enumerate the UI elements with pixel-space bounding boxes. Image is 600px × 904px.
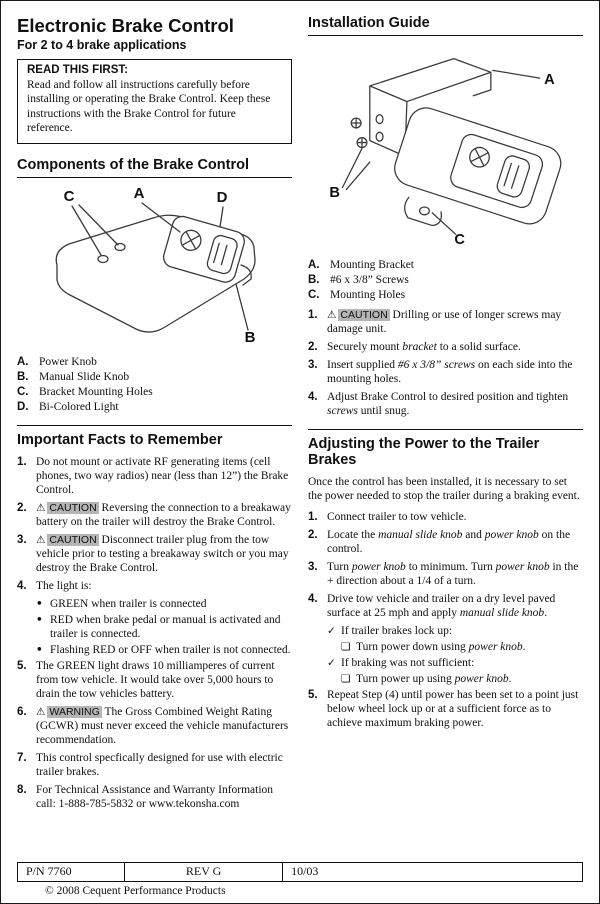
- italic-text: power knob: [468, 640, 523, 653]
- text-run: on each side into the mounting holes.: [327, 359, 573, 386]
- text-run: Turn: [327, 560, 352, 573]
- install-diagram: [308, 43, 583, 253]
- text-run: Mounting Bracket: [330, 259, 414, 271]
- brake-control-illustration: [17, 185, 289, 345]
- warning-triangle-icon: ⚠: [327, 309, 337, 322]
- highlight-badge: WARNING: [49, 705, 100, 718]
- italic-text: power knob: [484, 528, 539, 541]
- item-number: 1.: [17, 455, 27, 468]
- item-number: 4.: [308, 391, 318, 404]
- bullet-marker: ❑: [341, 640, 351, 653]
- list-item: [17, 659, 292, 701]
- item-text: [327, 340, 583, 354]
- item-text: [330, 273, 583, 287]
- right-column: [308, 15, 583, 851]
- text-run: Turn power up using: [356, 672, 455, 685]
- text-run: Repeat Step (4) until power has been set to a point just below wheel lock up or at a sufficient force as to achieve maximum braking power.: [327, 688, 579, 729]
- list-item: [308, 340, 583, 354]
- facts-list: [17, 455, 292, 811]
- list-item: [17, 533, 292, 575]
- item-text: [356, 672, 583, 686]
- bracket-and-unit-drawing: [342, 59, 565, 235]
- list-item: [17, 385, 292, 399]
- callout-letter-a: A: [544, 72, 555, 88]
- read-first-heading: READ THIS FIRST:: [27, 64, 128, 76]
- item-number: 7.: [17, 751, 27, 764]
- list-item: [17, 783, 292, 811]
- power-steps: [308, 510, 583, 730]
- bullet-marker: •: [36, 597, 43, 610]
- list-item: [341, 640, 583, 654]
- read-this-first-box: [17, 59, 292, 144]
- text-run: Disconnect trailer plug from the tow vehicle prior to testing a breakaway switch or you may destroy the Brake Control.: [36, 533, 289, 574]
- list-item: [17, 355, 292, 369]
- text-run: For Technical Assistance and Warranty Information call: 1-888-785-5832 or www.tekonsha.com: [36, 783, 274, 810]
- highlight-badge: CAUTION: [340, 309, 388, 322]
- list-item: [308, 258, 583, 272]
- item-number: 2.: [308, 341, 318, 354]
- list-item: [17, 400, 292, 414]
- power-heading: [308, 429, 583, 468]
- item-text: [36, 751, 292, 779]
- text-run: The GREEN light draws 10 milliamperes of current from tow vehicle. It would take over 5,000 hours to drain the tow vehicles battery.: [36, 659, 275, 700]
- item-number: 1.: [308, 510, 318, 523]
- item-text: [50, 597, 292, 611]
- item-number: 6.: [17, 705, 27, 718]
- copyright-line: © 2008 Cequent Performance Products: [45, 885, 226, 897]
- text-run: to minimum. Turn: [405, 560, 496, 573]
- item-number: 2.: [308, 528, 318, 541]
- item-text: [330, 258, 583, 272]
- bullet-marker: •: [36, 613, 43, 626]
- item-text: [356, 640, 583, 654]
- highlight-badge: CAUTION: [49, 501, 97, 514]
- brake-unit-drawing: [56, 203, 255, 332]
- list-item: [36, 597, 292, 611]
- item-number: C.: [308, 289, 320, 302]
- item-number: 2.: [17, 501, 27, 514]
- text-run: RED when brake pedal or manual is activated and trailer is connected.: [50, 613, 281, 640]
- text-run: .: [544, 606, 548, 619]
- leader-line: [346, 162, 369, 189]
- text-run: Reversing the connection to a breakaway battery on the trailer will destroy the Brake Control.: [36, 501, 291, 528]
- page-subtitle: For 2 to 4 brake applications: [17, 38, 187, 52]
- item-number: 1.: [308, 309, 318, 322]
- item-text: [39, 370, 292, 384]
- list-item: [308, 688, 583, 730]
- footer-table: [17, 862, 583, 882]
- italic-text: bracket: [402, 341, 437, 354]
- item-text: [39, 355, 292, 369]
- item-text: [36, 455, 292, 497]
- components-heading: Components of the Brake Control: [17, 157, 292, 178]
- text-run: .: [522, 640, 526, 653]
- text-run: GREEN when trailer is connected: [50, 597, 207, 610]
- callout-letter-d: D: [216, 188, 228, 206]
- install-legend: [308, 258, 583, 302]
- text-run: to a solid surface.: [436, 341, 521, 354]
- text-run: Do not mount or activate RF generating items (cell phones, two way radios) near (less than 12”) the Brake Control.: [36, 455, 289, 496]
- facts-heading: Important Facts to Remember: [17, 425, 292, 448]
- italic-text: screws: [327, 405, 358, 418]
- item-number: 3.: [308, 560, 318, 573]
- installation-illustration: [308, 43, 580, 248]
- item-number: 5.: [17, 659, 27, 672]
- item-text: [39, 385, 292, 399]
- item-text: [341, 624, 583, 638]
- list-item: [308, 273, 583, 287]
- list-item: [17, 370, 292, 384]
- list-item: [308, 358, 583, 386]
- list-item: [308, 560, 583, 588]
- list-item: [17, 579, 292, 593]
- callout-letter-a: A: [133, 184, 145, 202]
- item-number: 4.: [17, 579, 27, 592]
- item-text: [50, 643, 292, 657]
- text-run: Drive tow vehicle and trailer on a dry level paved surface at 25 mph and apply: [327, 592, 556, 619]
- text-run: and: [462, 528, 485, 541]
- text-run: Securely mount: [327, 341, 403, 354]
- item-number: 5.: [308, 688, 318, 701]
- text-run: Manual Slide Knob: [39, 370, 130, 383]
- text-run: Locate the: [327, 528, 379, 541]
- item-number: B.: [17, 370, 29, 383]
- mounting-tab: [405, 197, 442, 225]
- highlight-badge: CAUTION: [49, 533, 97, 546]
- leader-line: [493, 70, 540, 78]
- list-item: [308, 510, 583, 524]
- text-run: Bi-Colored Light: [39, 400, 119, 413]
- text-run: .: [508, 672, 512, 685]
- item-text: [36, 501, 292, 529]
- part-number: P/N 7760: [18, 863, 125, 881]
- install-steps: [308, 308, 583, 418]
- item-number: B.: [308, 274, 320, 287]
- leader-line: [220, 207, 223, 227]
- date: 10/03: [291, 864, 319, 878]
- callout-letter-c: C: [63, 187, 75, 205]
- power-intro: Once the control has been installed, it is necessary to set the power needed to stop the trailer during a braking event.: [308, 476, 580, 503]
- item-text: [327, 390, 583, 418]
- text-run: Bracket Mounting Holes: [39, 385, 153, 398]
- text-run: in the + direction about a 1/4 of a turn.: [327, 560, 579, 587]
- text-run: Adjust Brake Control to desired position and tighten: [327, 391, 569, 404]
- list-item: [36, 643, 292, 657]
- list-item: [308, 288, 583, 302]
- item-text: [327, 528, 583, 556]
- list-item: [36, 613, 292, 641]
- install-heading: Installation Guide: [308, 15, 583, 36]
- text-run: until snug.: [357, 405, 410, 418]
- list-item: [17, 455, 292, 497]
- text-run: Insert supplied: [327, 359, 398, 372]
- item-text: [327, 358, 583, 386]
- item-text: [341, 656, 583, 670]
- text-run: If braking was not sufficient:: [341, 656, 475, 669]
- text-run: The light is:: [36, 579, 92, 592]
- italic-text: power knob: [495, 560, 550, 573]
- item-number: A.: [17, 355, 29, 368]
- item-text: [327, 688, 583, 730]
- two-column-layout: [17, 15, 583, 851]
- item-text: [36, 659, 292, 701]
- item-number: C.: [17, 385, 29, 398]
- bullet-marker: ✓: [327, 624, 336, 637]
- item-text: [36, 579, 292, 593]
- item-number: A.: [308, 259, 320, 271]
- italic-text: power knob: [351, 560, 406, 573]
- leader-line: [236, 284, 248, 330]
- item-text: [39, 400, 292, 414]
- italic-text: manual slide knob: [378, 528, 463, 541]
- list-item: [308, 528, 583, 556]
- bullet-marker: ✓: [327, 656, 336, 669]
- italic-text: manual slide knob: [459, 606, 545, 619]
- item-text: [327, 560, 583, 588]
- item-text: [36, 533, 292, 575]
- item-number: 4.: [308, 592, 318, 605]
- text-run: The Gross Combined Weight Rating (GCWR) must never exceed the vehicle manufacturers recommendation.: [36, 705, 289, 746]
- callout-letter-c: C: [454, 232, 465, 248]
- power-heading-text: Adjusting the Power to the Trailer Brakes: [308, 436, 540, 469]
- item-number: 3.: [17, 533, 27, 546]
- text-run: Flashing RED or OFF when trailer is not connected.: [50, 643, 291, 656]
- page-footer: [17, 862, 583, 897]
- list-item: [17, 705, 292, 747]
- components-diagram: [17, 185, 292, 350]
- item-text: [327, 510, 583, 524]
- list-item: [341, 672, 583, 686]
- text-run: This control specfically designed for use with electric trailer brakes.: [36, 751, 283, 778]
- callout-letter-b: B: [244, 328, 256, 345]
- left-column: [17, 15, 292, 851]
- item-number: 3.: [308, 359, 318, 372]
- leader-line: [342, 148, 362, 187]
- text-run: on the control.: [327, 528, 571, 555]
- item-text: [330, 288, 583, 302]
- bullet-marker: •: [36, 643, 43, 656]
- callout-letter-b: B: [329, 185, 340, 202]
- warning-triangle-icon: ⚠: [36, 501, 46, 514]
- item-number: 8.: [17, 783, 27, 796]
- read-first-body: Read and follow all instructions carefully before installing or operating the Brake Control. Keep these instructions with the Brake Control for future reference.: [27, 79, 271, 135]
- text-run: Turn power down using: [356, 640, 469, 653]
- italic-text: power knob: [454, 672, 509, 685]
- warning-triangle-icon: ⚠: [36, 533, 46, 546]
- item-text: [327, 308, 583, 336]
- item-text: [36, 783, 292, 811]
- item-text: [36, 705, 292, 747]
- list-item: [308, 308, 583, 336]
- list-item: [327, 656, 583, 670]
- item-text: [327, 592, 583, 620]
- components-legend: [17, 355, 292, 414]
- text-run: If trailer brakes lock up:: [341, 624, 453, 637]
- list-item: [17, 501, 292, 529]
- text-run: Connect trailer to tow vehicle.: [327, 510, 467, 523]
- list-item: [308, 592, 583, 620]
- text-run: Power Knob: [39, 355, 97, 368]
- list-item: [17, 751, 292, 779]
- list-item: [308, 390, 583, 418]
- text-run: Drilling or use of longer screws may damage unit.: [327, 309, 562, 336]
- text-run: #6 x 3/8” Screws: [330, 274, 409, 287]
- item-text: [50, 613, 292, 641]
- bullet-marker: ❑: [341, 672, 351, 685]
- italic-text: #6 x 3/8” screws: [397, 359, 476, 372]
- revision: REV G: [125, 863, 283, 881]
- text-run: Mounting Holes: [330, 289, 406, 302]
- list-item: [327, 624, 583, 638]
- warning-triangle-icon: ⚠: [36, 705, 46, 718]
- item-number: D.: [17, 400, 29, 413]
- page-title: Electronic Brake Control: [17, 15, 234, 36]
